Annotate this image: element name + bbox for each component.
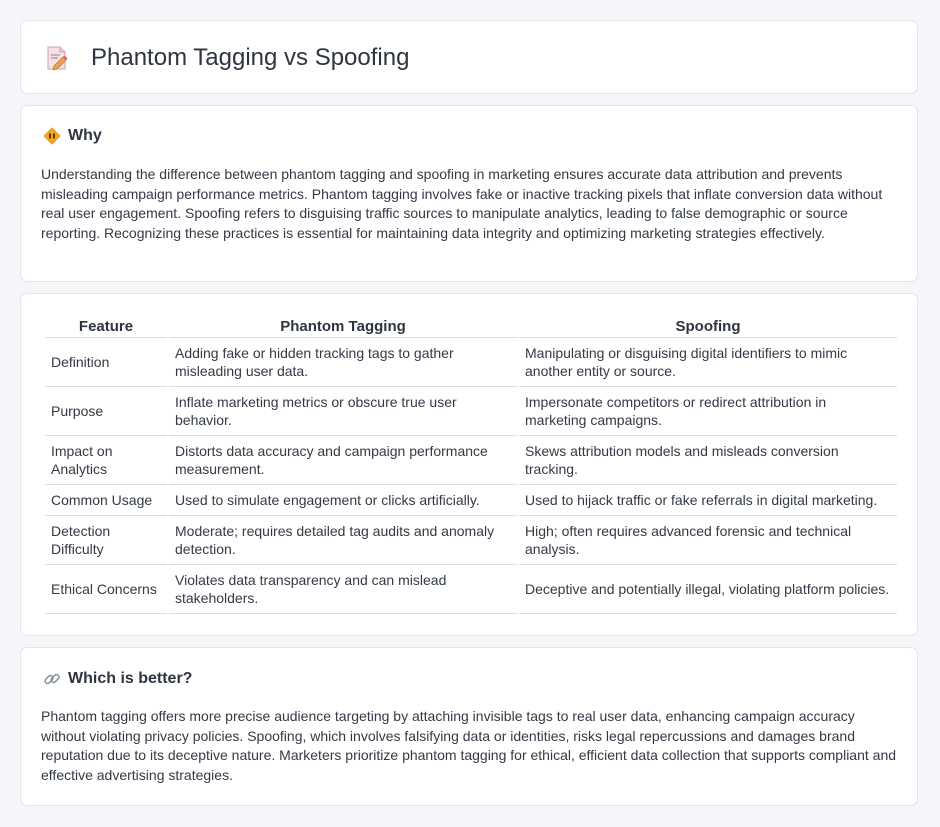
row-phantom: Distorts data accuracy and campaign performance measurement. [169,436,517,485]
row-feature: Purpose [45,387,167,436]
row-spoofing: Deceptive and potentially illegal, violating platform policies. [519,565,897,614]
diamond-warning-icon [43,127,61,145]
header-feature: Feature [45,314,167,338]
better-text: Phantom tagging offers more precise audience targeting by attaching invisible tags to real user data, enhancing campaign accuracy without violating privacy policies. Spoofing, which involves falsifying data or identities, risks legal repercussions and damages brand reputation due to its deceptive nature. Marketers prioritize phantom tagging for ethical, efficient data collection that supports compliant and effective advertising strategies. [41,708,897,783]
row-phantom: Inflate marketing metrics or obscure true user behavior. [169,387,517,436]
table-header-row [45,314,897,338]
row-phantom: Moderate; requires detailed tag audits and anomaly detection. [169,516,517,565]
row-feature: Common Usage [45,485,167,516]
table-row [45,485,897,516]
row-phantom: Used to simulate engagement or clicks artificially. [169,485,517,516]
better-title: Which is better? [68,670,193,687]
row-phantom: Adding fake or hidden tracking tags to gather misleading user data. [169,338,517,387]
which-is-better-card [20,647,918,806]
why-title: Why [68,127,102,144]
why-text: Understanding the difference between phantom tagging and spoofing in marketing ensures accurate data attribution and prevents misleading campaign performance metrics. Phantom tagging involves fake or inactive tracking pixels that inflate conversion data without real user engagement. Spoofing refers to disguising traffic sources to manipulate analytics, leading to false demographic or source reporting. Recognizing these practices is essential for maintaining data integrity and optimizing marketing strategies effectively. [41,166,883,241]
row-spoofing: Skews attribution models and misleads conversion tracking. [519,436,897,485]
why-heading [43,127,102,145]
row-feature: Impact on Analytics [45,436,167,485]
row-spoofing: Used to hijack traffic or fake referrals in digital marketing. [519,485,897,516]
row-spoofing: Impersonate competitors or redirect attribution in marketing campaigns. [519,387,897,436]
title-card [20,20,918,94]
document-pencil-icon [45,45,69,71]
row-feature: Ethical Concerns [45,565,167,614]
table-row [45,565,897,614]
better-heading [43,670,192,688]
why-card [20,105,918,282]
table-row [45,516,897,565]
row-spoofing: High; often requires advanced forensic and technical analysis. [519,516,897,565]
comparison-card [20,293,918,636]
link-icon [43,670,61,688]
header-phantom-tagging: Phantom Tagging [169,314,517,338]
table-row [45,387,897,436]
comparison-table [43,314,899,614]
table-row [45,338,897,387]
title-row [45,44,409,72]
page-title: Phantom Tagging vs Spoofing [91,44,410,71]
row-spoofing: Manipulating or disguising digital identifiers to mimic another entity or source. [519,338,897,387]
table-row [45,436,897,485]
row-feature: Detection Difficulty [45,516,167,565]
row-phantom: Violates data transparency and can mislead stakeholders. [169,565,517,614]
row-feature: Definition [45,338,167,387]
header-spoofing: Spoofing [519,314,897,338]
